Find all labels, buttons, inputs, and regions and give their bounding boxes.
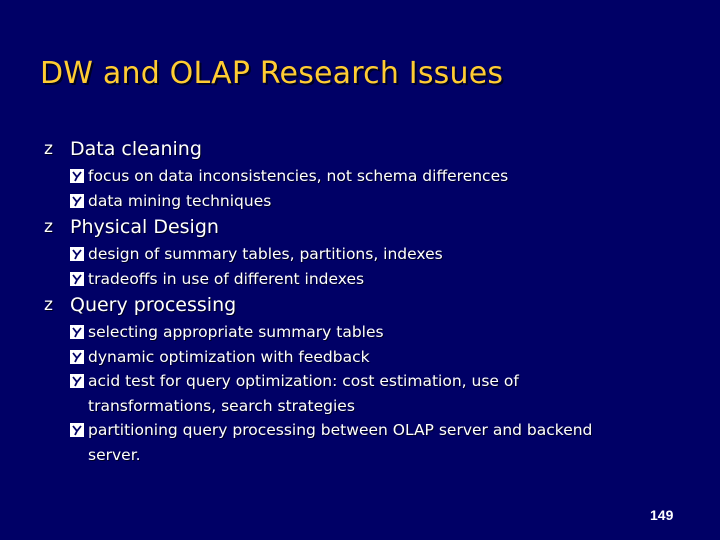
list-item xyxy=(70,189,684,214)
list-item-text: dynamic optimization with feedback xyxy=(88,347,370,366)
list-item xyxy=(70,320,684,345)
list-item-text: partitioning query processing between OLAP server and backend server. xyxy=(88,421,593,464)
checkbox-bullet-icon xyxy=(70,423,84,437)
sub-list xyxy=(70,242,684,291)
bullet-icon: z xyxy=(44,295,53,315)
list-item-text: focus on data inconsistencies, not schema differences xyxy=(88,167,509,185)
checkbox-bullet-icon xyxy=(70,325,84,339)
page-number: 149 xyxy=(650,507,674,523)
bullet-list xyxy=(44,135,684,467)
list-item xyxy=(70,164,684,189)
checkbox-bullet-icon xyxy=(70,194,84,208)
slide-title: DW and OLAP Research Issues xyxy=(40,56,504,91)
sub-list xyxy=(70,320,684,467)
checkbox-bullet-icon xyxy=(70,272,84,286)
bullet-icon: z xyxy=(44,139,53,159)
bullet-icon: z xyxy=(44,217,53,237)
section-physical-design xyxy=(44,214,684,240)
list-item xyxy=(70,369,588,418)
checkbox-bullet-icon xyxy=(70,169,84,183)
list-item xyxy=(70,418,598,467)
checkbox-bullet-icon xyxy=(70,374,84,388)
list-item-text: acid test for query optimization: cost estimation, use of transformations, search strategies xyxy=(88,372,519,415)
checkbox-bullet-icon xyxy=(70,247,84,261)
list-item-text: data mining techniques xyxy=(88,191,272,210)
section-heading: Data cleaning xyxy=(70,138,202,160)
list-item xyxy=(70,242,684,267)
list-item xyxy=(70,345,684,370)
section-query-processing xyxy=(44,292,684,318)
list-item-text: design of summary tables, partitions, indexes xyxy=(88,245,443,263)
checkbox-bullet-icon xyxy=(70,350,84,364)
section-heading: Physical Design xyxy=(70,216,219,238)
section-data-cleaning xyxy=(44,136,684,162)
list-item-text: tradeoffs in use of different indexes xyxy=(88,269,365,288)
sub-list xyxy=(70,164,684,213)
list-item-text: selecting appropriate summary tables xyxy=(88,323,384,341)
section-heading: Query processing xyxy=(70,294,237,316)
list-item xyxy=(70,267,684,292)
